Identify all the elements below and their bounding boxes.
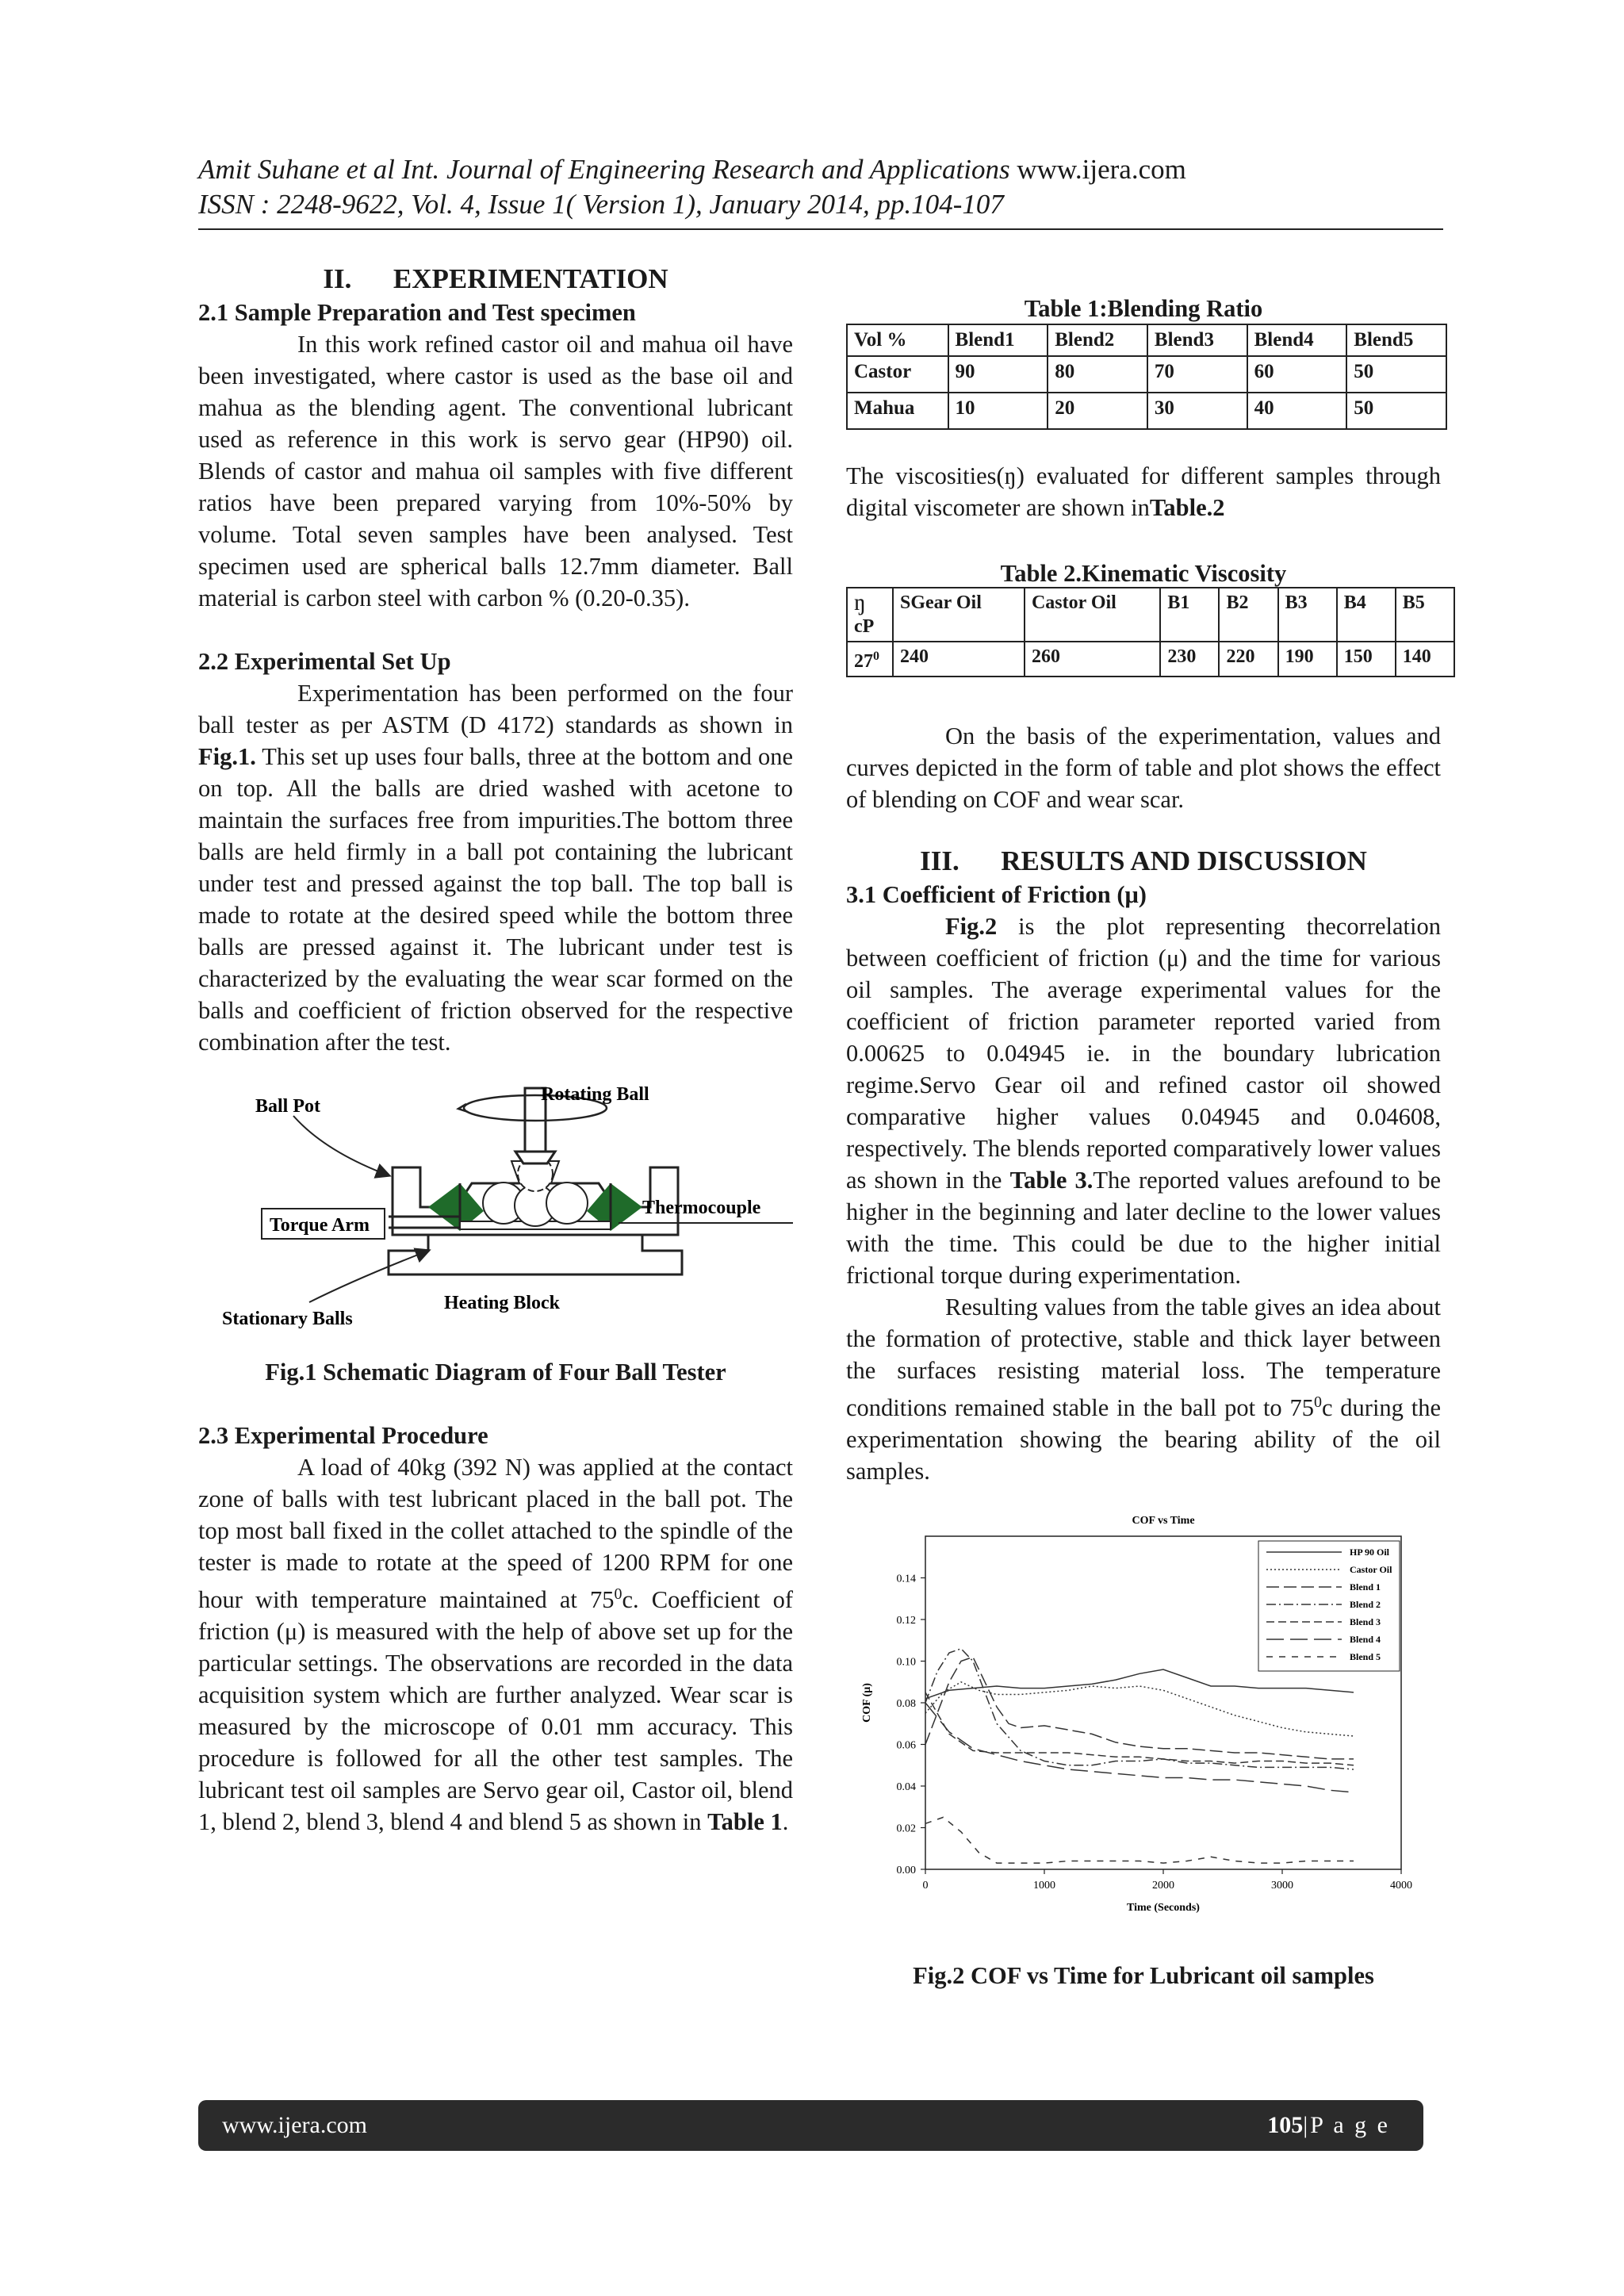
x-tick-label: 4000 <box>1390 1880 1412 1892</box>
legend-entry: Castor Oil <box>1350 1564 1392 1576</box>
figure-2 <box>846 1504 1441 1949</box>
legend-entry: Blend 5 <box>1350 1651 1381 1663</box>
page-footer <box>198 2100 1423 2151</box>
table-row: ŋ cP SGear Oil Castor Oil B1 B2 B3 B4 B5 <box>847 588 1454 642</box>
series-line-castor-oil <box>925 1682 1354 1736</box>
series-line-hp-90-oil <box>925 1669 1354 1699</box>
header-authors: Amit Suhane et al <box>198 154 395 185</box>
legend-entry: Blend 1 <box>1350 1581 1381 1593</box>
y-tick-label: 0.08 <box>896 1698 916 1711</box>
figure-1 <box>198 1072 793 1334</box>
table1-reference: Table 1 <box>707 1808 783 1836</box>
y-tick-label: 0.12 <box>896 1615 916 1627</box>
legend-entry: HP 90 Oil <box>1350 1547 1390 1558</box>
cof-vs-time-chart <box>846 1504 1449 1949</box>
x-tick-label: 0 <box>922 1880 929 1892</box>
stationary-ball-3 <box>546 1182 588 1224</box>
header-line-2: ISSN : 2248-9622, Vol. 4, Issue 1( Version 1), January 2014, pp.104-107 <box>198 189 1004 220</box>
subsection-2-2-title: 2.2 Experimental Set Up <box>198 648 451 675</box>
table2-reference: Table.2 <box>1149 494 1225 521</box>
table-1-blending-ratio <box>846 324 1447 430</box>
y-tick-label: 0.10 <box>896 1656 916 1669</box>
table-row: Vol % Blend1 Blend2 Blend3 Blend4 Blend5 <box>847 324 1446 356</box>
label-rotating-ball: Rotating Ball <box>541 1084 649 1105</box>
subsection-2-3-title: 2.3 Experimental Procedure <box>198 1422 488 1449</box>
subsection-3-1-body-2: Resulting values from the table gives an idea about the formation of protective, stable and thick layer between the surfaces resisting material loss. The temperature conditions remained stable in the ball pot to $75^0c$ during the experimentation showing the bearing ability of the oil samples. <box>846 1294 1441 1485</box>
y-tick-label: 0.14 <box>896 1573 916 1585</box>
running-header <box>198 152 1443 222</box>
subsection-2-1-body: In this work refined castor oil and mahua oil have been investigated, where castor is used as the base oil and mahua as the blending agent. The conventional lubricant used as reference in this work is servo gear (HP90) oil. Blends of castor and mahua oil samples with five different ratios have been prepared varying from 10%-50% by volume. Total seven samples have been analysed. Test specimen used are spherical balls 12.7mm diameter. Ball material is carbon steel with carbon % (0.20-0.35). <box>198 331 793 611</box>
right-column <box>846 293 1441 1991</box>
table-row: Mahua 10 20 30 40 50 <box>847 393 1446 429</box>
heating-block-shape <box>389 1231 682 1274</box>
y-tick-label: 0.06 <box>896 1739 916 1752</box>
label-thermocouple: Thermocouple <box>642 1198 761 1218</box>
subsection-2-3-body: A load of 40kg (392 N) was applied at the contact zone of balls with test lubricant placed in the ball pot. The top most ball fixed in the collet attached to the spindle of the tester is made to rotate at the speed of 1200 RPM for one hour with temperature maintained at $75^0c$. Coefficient of friction (μ) is measured with the help of above set up for the particular settings. The observations are recorded in the data acquisition system which are further analyzed. Wear scar is measured by the microscope of 0.01 mm accuracy. This procedure is followed for all the other test samples. The lubricant test oil samples are Servo gear oil, Castor oil, blend 1, blend 2, blend 3, blend 4 and blend 5 as shown in Table 1. <box>198 1454 793 1836</box>
header-rule <box>198 228 1443 230</box>
x-axis-label: Time (Seconds) <box>1127 1902 1200 1915</box>
x-tick-label: 3000 <box>1271 1880 1293 1892</box>
y-tick-label: 0.02 <box>896 1823 916 1835</box>
fig1-reference: Fig.1. <box>198 743 256 770</box>
x-tick-label: 2000 <box>1152 1880 1174 1892</box>
label-heating-block: Heating Block <box>444 1293 561 1313</box>
fig2-reference: Fig.2 <box>945 913 998 940</box>
figure-1-caption: Fig.1 Schematic Diagram of Four Ball Tester <box>265 1359 726 1386</box>
series-line-blend-4 <box>925 1703 1354 1792</box>
footer-url[interactable]: www.ijera.com <box>222 2112 367 2138</box>
subsection-2-1-title: 2.1 Sample Preparation and Test specimen <box>198 299 636 326</box>
four-ball-tester-diagram <box>198 1072 793 1334</box>
subsection-3-1-title: 3.1 Coefficient of Friction (μ) <box>846 881 1147 908</box>
label-torque-arm: Torque Arm <box>270 1215 370 1236</box>
label-stationary-balls: Stationary Balls <box>222 1309 353 1329</box>
y-tick-label: 0.00 <box>896 1865 916 1877</box>
section-2-title: II. EXPERIMENTATION <box>323 263 668 294</box>
header-line-1 <box>198 152 1443 187</box>
table-row: Castor 90 80 70 60 50 <box>847 356 1446 393</box>
x-tick-label: 1000 <box>1033 1880 1055 1892</box>
legend-entry: Blend 4 <box>1350 1634 1381 1646</box>
table-2-caption: Table 2.Kinematic Viscosity <box>1000 560 1287 587</box>
viscosity-paragraph: The viscosities(ŋ) evaluated for different samples through digital viscometer are shown inTable.2 <box>846 462 1441 521</box>
label-ball-pot: Ball Pot <box>255 1096 320 1117</box>
subsection-3-1-body: Fig.2 is the plot representing thecorrelation between coefficient of friction (μ) and the time for various oil samples. The average experimental values for the coefficient of friction parameter reported varied from 0.00625 to 0.04945 ie. in the boundary lubrication regime.Servo Gear oil and refined castor oil showed comparative higher values 0.04945 and 0.04608, respectively. The blends reported comparatively lower values as shown in the Table 3.The reported values arefound to be higher in the beginning and later decline to the lower values with the time. This could be due to the higher initial frictional torque during experimentation. <box>846 913 1441 1289</box>
table3-reference: Table 3. <box>1009 1167 1094 1194</box>
section-3-title: III. RESULTS AND DISCUSSION <box>920 845 1367 876</box>
table-1-caption: Table 1:Blending Ratio <box>1024 295 1263 322</box>
footer-page: 105|P a g e <box>1267 2112 1390 2138</box>
subsection-2-2-body: Experimentation has been performed on the four ball tester as per ASTM (D 4172) standards as shown in Fig.1. This set up uses four balls, three at the bottom and one on top. All the balls are dried washed with acetone to maintain the surfaces free from impurities.The bottom three balls are held firmly in a ball pot containing the lubricant under test and pressed against the top ball. The top ball is made to rotate at the desired speed while the bottom three balls are pressed against it. The lubricant under test is characterized by the evaluating the wear scar formed on the balls and coefficient of friction observed for the respective combination after the test. <box>198 680 793 1056</box>
chart-title: COF vs Time <box>1132 1515 1195 1527</box>
header-url[interactable]: www.ijera.com <box>1017 154 1186 185</box>
legend-entry: Blend 3 <box>1350 1616 1381 1628</box>
figure-2-caption: Fig.2 COF vs Time for Lubricant oil samples <box>913 1962 1374 1990</box>
table-2-kinematic-viscosity <box>846 587 1455 677</box>
left-column <box>198 262 793 1838</box>
series-line-blend-1 <box>925 1657 1354 1759</box>
y-tick-label: 0.04 <box>896 1781 916 1794</box>
header-journal: Int. Journal of Engineering Research and Applications <box>401 154 1010 185</box>
basis-paragraph: On the basis of the experimentation, values and curves depicted in the form of table and plot shows the effect of blending on COF and wear scar. <box>846 723 1441 813</box>
legend-entry: Blend 2 <box>1350 1599 1381 1611</box>
series-line-blend-5 <box>925 1818 1354 1864</box>
page-number: 105 <box>1267 2112 1304 2138</box>
table-row: $27^0$ 240 260 230 220 190 150 140 <box>847 642 1454 677</box>
y-axis-label: COF (μ) <box>861 1683 873 1723</box>
